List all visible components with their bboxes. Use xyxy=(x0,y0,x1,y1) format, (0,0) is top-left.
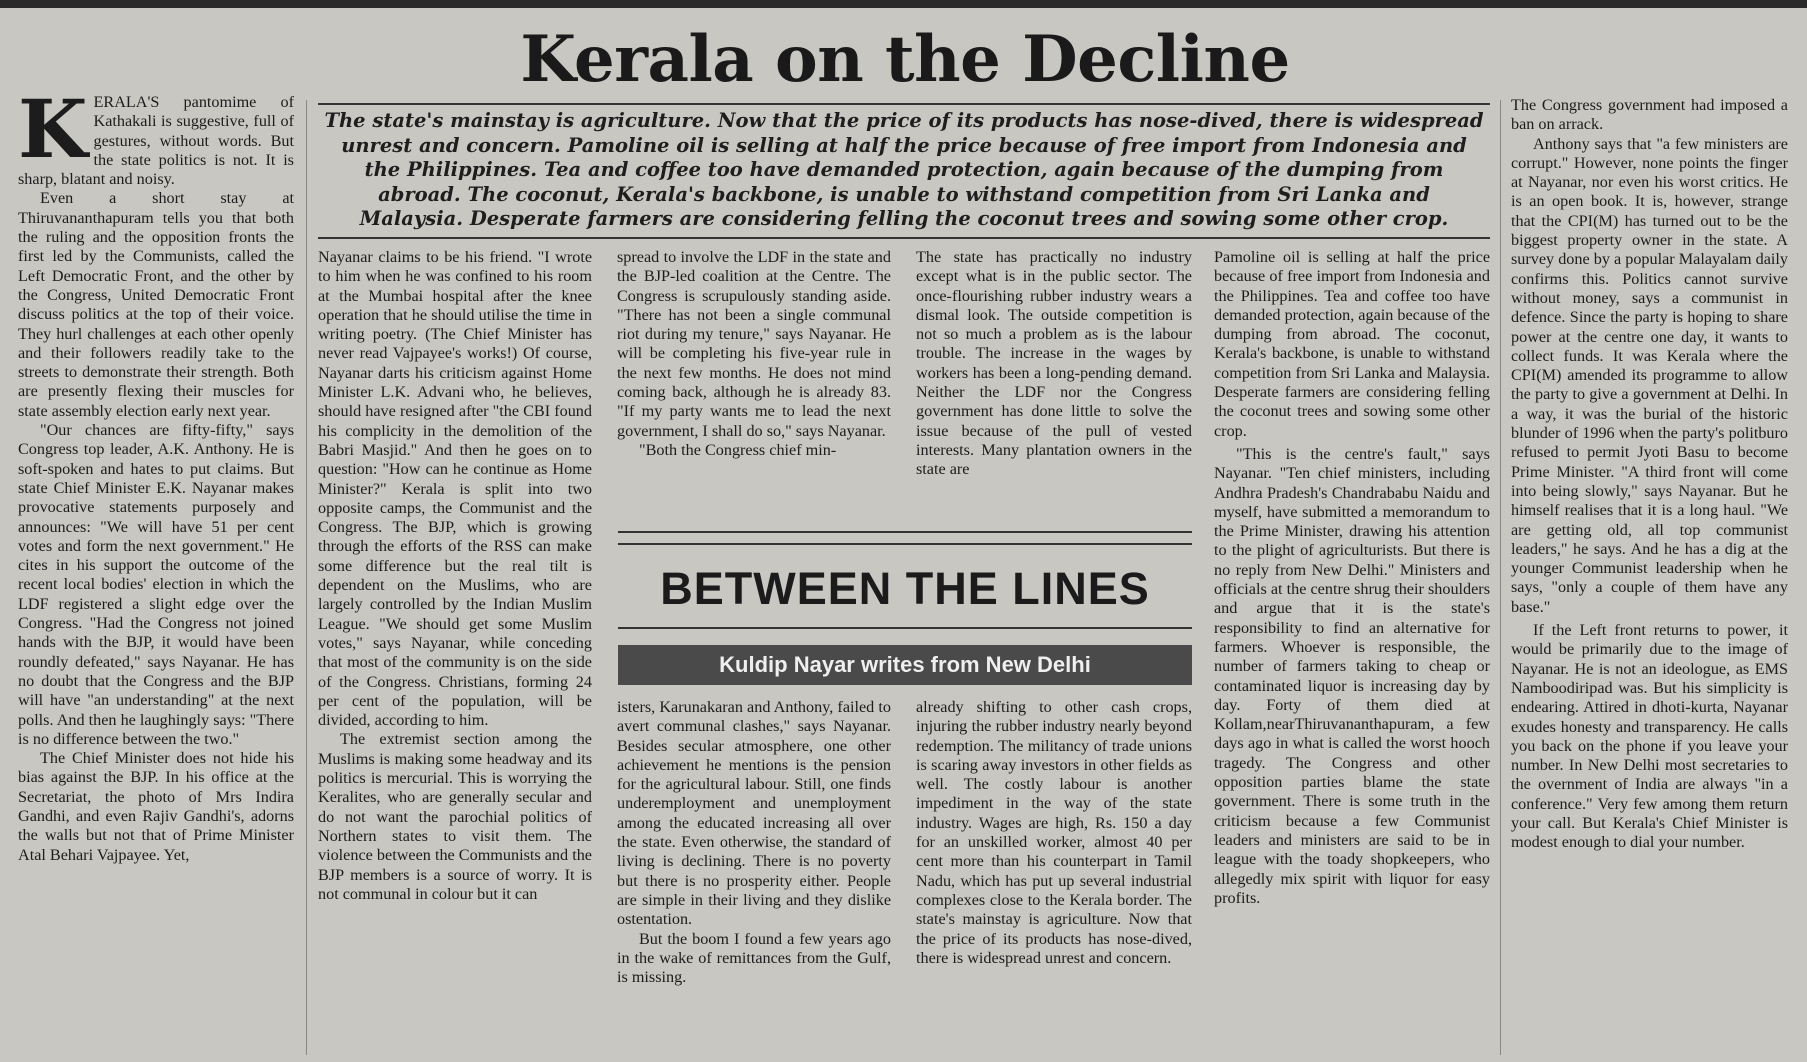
column-divider xyxy=(1500,100,1501,1055)
box-rule xyxy=(618,627,1192,629)
column-divider xyxy=(306,100,307,1055)
paragraph: "Both the Congress chief min- xyxy=(639,440,837,459)
headline: Kerala on the Decline xyxy=(520,22,1290,97)
paragraph: already shifting to other cash crops, injuring the rubber industry nearly beyond redemption. The militancy of trade unions is scaring away investors in other fields as well. The costly labour is another impediment in the way of the state industry. Wages are high, Rs. 150 a day for an unskilled worker, almost 40 per cent more than his counterpart in Tamil Nadu, which has put up several industrial complexes close to the Kerala border. The state's mainstay is agriculture. Now that the price of its products has nose-dived, there is widespread unrest and concern. xyxy=(916,698,1192,967)
deck-box xyxy=(318,103,1490,239)
paragraph: The state has practically no industry except what is in the public sector. The once-flourishing rubber industry wears a dismal look. The outside competition is not so much a problem as is the labour trouble. The increase in the wages by workers has been a long-pending demand. Neither the LDF nor the Congress government has done little to solve the issue because of the pull of vested interests. Many plantation owners in the state are xyxy=(916,248,1192,479)
box-rule xyxy=(618,531,1192,545)
paragraph: Anthony says that "a few ministers are corrupt." However, none points the finger at Nayanar, nor even his worst critics. He is an open book. It is, however, strange that the CPI(M) has turned out to be the biggest property owner in the state. A survey done by a popular Malayalam daily confirms this. Politics cannot survive without money, says a communist in defence. Since the party is hoping to share power at the centre one day, it wants to collect funds. It was Kerala where the CPI(M) amended its programme to allow the party to give a government at Delhi. In a way, it was the burial of the historic blunder of 1996 when the party's politburo refused to permit Jyoti Basu to become Prime Minister. "A third front will come into being slowly," says Nayanar. But he himself realises that it is a long haul. "We are getting old, all top communist leaders," he says. And he has a dig at the younger Communist leadership when he says, "only a couple of them have any base." xyxy=(1511,134,1788,616)
paragraph-text: ERALA'S pantomime of Kathakali is suggestive, full of gestures, without words. But the state politics is not. It is sharp, blatant and noisy. xyxy=(18,93,294,189)
paragraph: "Our chances are fifty-fifty," says Congress top leader, A.K. Anthony. He is soft-spoken and hates to put claims. But state Chief Minister E.K. Nayanar makes provocative statements purposely and announces: "We will have 51 per cent votes and form the next government." He cites in his support the outcome of the recent local bodies' election in which the LDF registered a slight edge over the Congress. "Had the Congress not joined hands with the BJP, it would have been roundly defeated," says Nayanar. He has no doubt that the Congress and the BJP will have "an understanding" at the next polls. And then he laughingly says: "There is no difference between the two." xyxy=(18,421,294,748)
paragraph: The extremist section among the Muslims is making some headway and its politics is mercurial. This is worrying the Keralites, who are generally secular and do not want the parochial politics of Northern states to visit them. The violence between the Communists and the BJP members is a source of worry. It is not communal in colour but it can xyxy=(318,730,592,903)
column-title: BETWEEN THE LINES xyxy=(660,563,1150,614)
article-column-1 xyxy=(18,93,294,1058)
newspaper-page xyxy=(0,8,1807,1062)
article-column-4-bottom xyxy=(916,698,1192,1060)
article-column-6 xyxy=(1511,96,1788,1058)
paragraph: If the Left front returns to power, it would be primarily due to the image of Nayanar. He is not an ideologue, as EMS Namboodiripad was. But his simplicity is endearing. Attired in dhoti-kurta, Nayanar exudes honesty and transparency. He calls you back on the phone if you leave your number. In New Delhi most secretaries to the overnment of India are always "in a conference." Very few among them return your call. But Kerala's Chief Minister is modest enough to dial your number. xyxy=(1511,621,1788,852)
paragraph: But the boom I found a few years ago in the wake of remittances from the Gulf, is missing. xyxy=(617,929,891,987)
deck-text: The state's mainstay is agriculture. Now that the price of its products has nose-dived, there is widespread unrest and concern. Pamoline oil is selling at half the price because of free import from Indonesia and the Philippines. Tea and coffee too have demanded protection, again because of the dumping from abroad. The coconut, Kerala's backbone, is unable to withstand competition from Sri Lanka and Malaysia. Desperate farmers are considering felling the coconut trees and sowing some other crop. xyxy=(324,109,1484,230)
paragraph: The Chief Minister does not hide his bias against the BJP. In his office at the Secretariat, the photo of Mrs Indira Gandhi, and even Rajiv Gandhi's, adorns the walls but not that of Prime Minister Atal Behari Vajpayee. Yet, xyxy=(18,749,294,864)
article-column-3-top xyxy=(617,248,891,520)
paragraph xyxy=(18,93,294,189)
byline-banner: Kuldip Nayar writes from New Delhi xyxy=(618,645,1192,685)
paragraph: The Congress government had imposed a ban on arrack. xyxy=(1511,96,1788,134)
paragraph: spread to involve the LDF in the state and the BJP-led coalition at the Centre. The Congress is scrupulously standing aside. "There has not been a single communal riot during my tenure," says Nayanar. He will be completing his five-year rule in the next few months. He does not mind coming back, although he is already 83. "If my party wants me to lead the next government, I shall do so," says Nayanar. xyxy=(617,248,891,440)
article-column-2 xyxy=(318,248,592,1060)
paragraph: Even a short stay at Thiruvananthapuram tells you that both the ruling and the opposition fronts the first led by the Communists, called the Left Democratic Front, and the other by the Congress, United Democratic Front discuss politics at the top of their voice. They hurl challenges at each other openly and their followers readily take to the streets to demonstrate their strength. Both are presently flexing their muscles for state assembly election early next year. xyxy=(18,189,294,420)
paragraph: isters, Karunakaran and Anthony, failed to avert communal clashes," says Nayanar. Besides secular atmosphere, one other achievement he mentions is the pension for the agricultural labour. Still, one finds underemployment and unemployment among the educated increasing all over the state. Even otherwise, the standard of living is declining. There is no poverty but there is no prosperity either. People are simple in their living and they dislike ostentation. xyxy=(617,698,891,929)
article-column-4-top xyxy=(916,248,1192,520)
paragraph: "This is the centre's fault," says Nayanar. "Ten chief ministers, including Andhra Pradesh's Chandrababu Naidu and myself, have submitted a memorandum to the Prime Minister, drawing his attention to the plight of agriculturists. But there is no reply from New Delhi." Ministers and officials at the centre shrug their shoulders and argue that it is the state's responsibility to find an alternative for farmers. Whoever is responsible, the number of farmers taking to cheap or contaminated liquor is increasing day by day. Forty of them died at Kollam,nearThiruvananthapuram, a few days ago in what is called the worst hooch tragedy. The Congress and other opposition parties blame the state government. There is some truth in the criticism because a few Communist leaders and ministers are said to be in league with the toady shopkeepers, who allegedly mix spirit with liquor for easy profits. xyxy=(1214,444,1490,907)
top-border-rule xyxy=(0,0,1807,8)
paragraph: Pamoline oil is selling at half the price because of free import from Indonesia and the Philippines. Tea and coffee too have demanded protection, again because of the dumping from abroad. The coconut, Kerala's backbone, is unable to withstand competition from Sri Lanka and Malaysia. Desperate farmers are considering felling the coconut trees and sowing some other crop. xyxy=(1214,248,1490,440)
column-logo-box xyxy=(618,527,1192,692)
article-column-5 xyxy=(1214,248,1490,1060)
paragraph: Nayanar claims to be his friend. "I wrote to him when he was confined to his room at the Mumbai hospital after the knee operation that he should utilise the time in writing poetry. (The Chief Minister has never read Vajpayee's works!) Of course, Nayanar darts his criticism against Home Minister L.K. Advani who, he believes, should have resigned after "the CBI found his complicity in the demolition of the Babri Masjid." And then he goes on to question: "How can he continue as Home Minister?" Kerala is split into two opposite camps, the Communist and the Congress. The BJP, which is growing through the efforts of the RSS can make some difference but the real tilt is dependent on the Muslims, who are largely controlled by the Indian Muslim League. "We should get some Muslim votes," says Nayanar, while conceding that most of the community is on the side of the Congress. Christians, forming 24 per cent of the population, will be divided, according to him. xyxy=(318,248,592,730)
article-column-3-bottom xyxy=(617,698,891,1060)
drop-cap: K xyxy=(18,93,88,176)
